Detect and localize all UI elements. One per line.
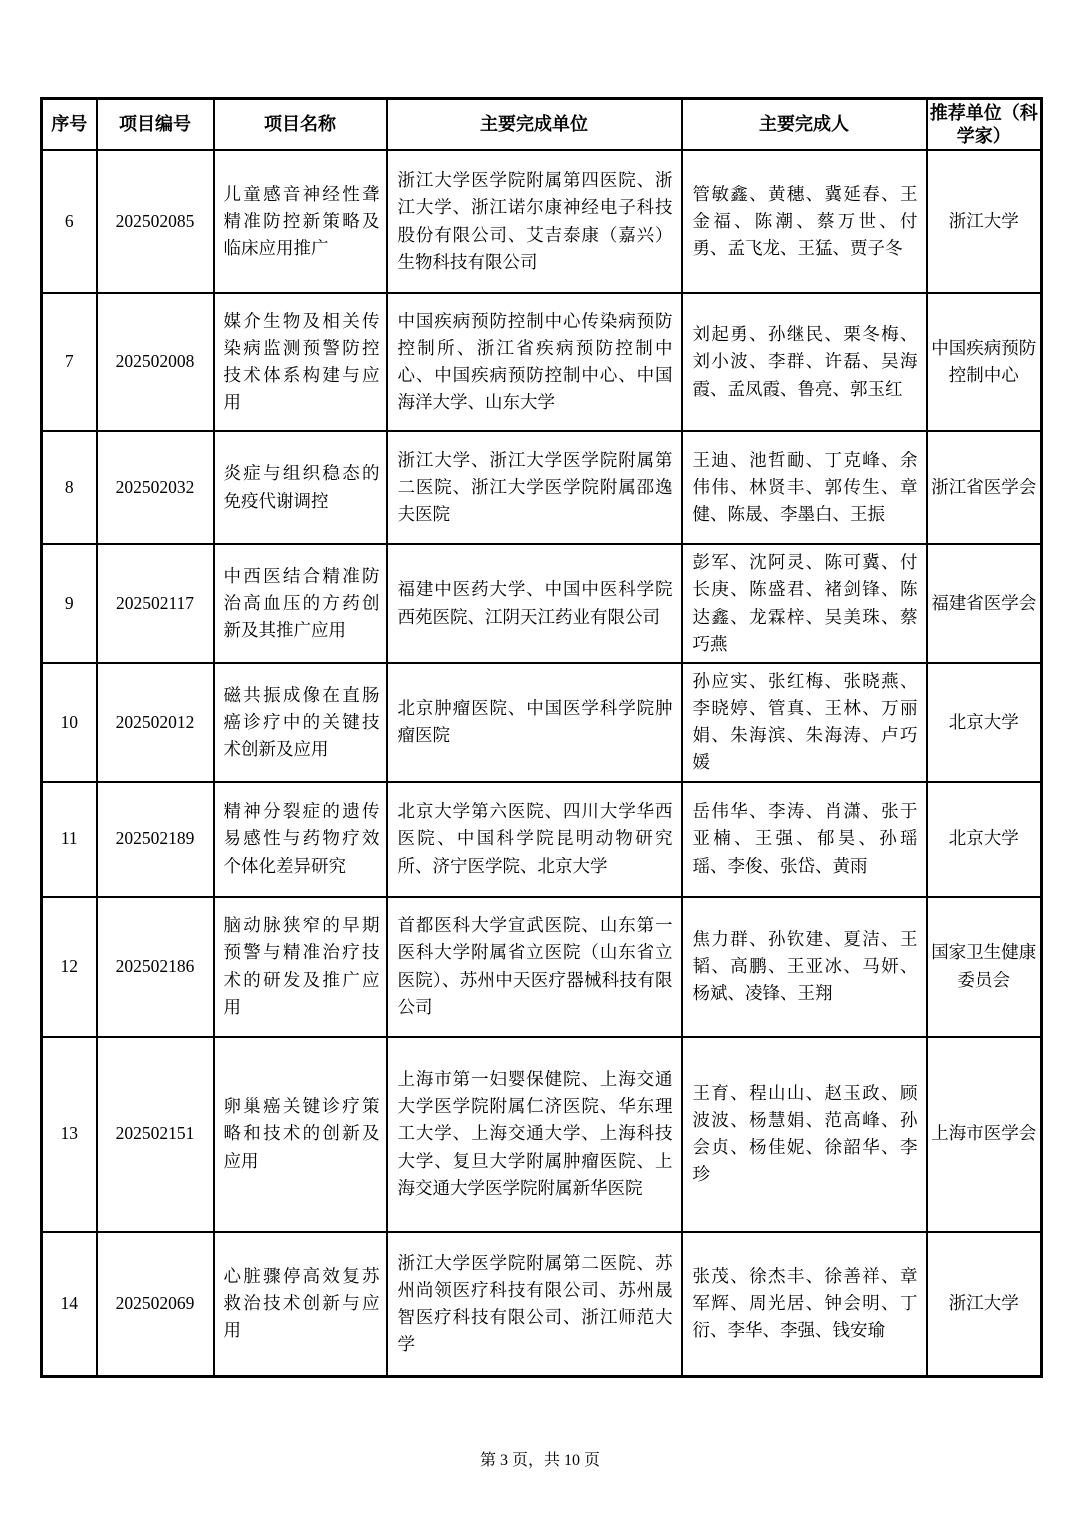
cell-main-units: 浙江大学医学院附属第二医院、苏州尚领医疗科技有限公司、苏州晟智医疗科技有限公司、浙江师范大学 — [387, 1232, 682, 1377]
cell-main-people: 岳伟华、李涛、肖潇、张于亚楠、王强、郁昊、孙瑶瑶、李俊、张岱、黄雨 — [682, 782, 927, 897]
cell-project-code: 202502032 — [97, 431, 214, 544]
cell-main-people: 孙应实、张红梅、张晓燕、李晓婷、管真、王林、万丽娟、朱海滨、朱海涛、卢巧媛 — [682, 663, 927, 782]
header-project-name: 项目名称 — [214, 99, 387, 151]
cell-project-name: 卵巢癌关键诊疗策略和技术的创新及应用 — [214, 1037, 387, 1232]
cell-project-name: 脑动脉狭窄的早期预警与精准治疗技术的研发及推广应用 — [214, 897, 387, 1037]
cell-main-people: 王迪、池哲勔、丁克峰、余伟伟、林贤丰、郭传生、章健、陈晟、李墨白、王振 — [682, 431, 927, 544]
cell-seq: 13 — [42, 1037, 97, 1232]
cell-project-name: 中西医结合精准防治高血压的方药创新及其推广应用 — [214, 544, 387, 663]
cell-recommender: 中国疾病预防控制中心 — [927, 293, 1042, 431]
cell-main-units: 北京大学第六医院、四川大学华西医院、中国科学院昆明动物研究所、济宁医学院、北京大学 — [387, 782, 682, 897]
cell-project-code: 202502012 — [97, 663, 214, 782]
table-row — [42, 544, 1042, 663]
cell-project-code: 202502186 — [97, 897, 214, 1037]
cell-recommender: 北京大学 — [927, 782, 1042, 897]
cell-seq: 7 — [42, 293, 97, 431]
cell-project-code: 202502069 — [97, 1232, 214, 1377]
cell-main-people: 王育、程山山、赵玉政、顾波波、杨慧娟、范高峰、孙会贞、杨佳妮、徐韶华、李珍 — [682, 1037, 927, 1232]
table-row — [42, 1037, 1042, 1232]
cell-recommender: 北京大学 — [927, 663, 1042, 782]
cell-recommender: 国家卫生健康委员会 — [927, 897, 1042, 1037]
cell-main-units: 浙江大学、浙江大学医学院附属第二医院、浙江大学医学院附属邵逸夫医院 — [387, 431, 682, 544]
cell-main-units: 首都医科大学宣武医院、山东第一医科大学附属省立医院（山东省立医院）、苏州中天医疗器械科技有限公司 — [387, 897, 682, 1037]
table-row — [42, 897, 1042, 1037]
cell-project-name: 精神分裂症的遗传易感性与药物疗效个体化差异研究 — [214, 782, 387, 897]
cell-project-name: 儿童感音神经性聋精准防控新策略及临床应用推广 — [214, 150, 387, 293]
cell-project-code: 202502189 — [97, 782, 214, 897]
cell-project-code: 202502117 — [97, 544, 214, 663]
cell-recommender: 上海市医学会 — [927, 1037, 1042, 1232]
cell-main-people: 焦力群、孙钦建、夏洁、王韬、高鹏、王亚冰、马妍、杨斌、凌锋、王翔 — [682, 897, 927, 1037]
cell-seq: 8 — [42, 431, 97, 544]
cell-seq: 6 — [42, 150, 97, 293]
header-recommender: 推荐单位（科学家） — [927, 99, 1042, 151]
cell-project-name: 炎症与组织稳态的免疫代谢调控 — [214, 431, 387, 544]
cell-project-name: 心脏骤停高效复苏救治技术创新与应用 — [214, 1232, 387, 1377]
projects-table — [40, 97, 1043, 1378]
cell-main-units: 浙江大学医学院附属第四医院、浙江大学、浙江诺尔康神经电子科技股份有限公司、艾吉泰康（嘉兴）生物科技有限公司 — [387, 150, 682, 293]
cell-recommender: 浙江大学 — [927, 1232, 1042, 1377]
table-row — [42, 293, 1042, 431]
page-number: 第 3 页，共 10 页 — [479, 1452, 600, 1469]
cell-main-people: 张茂、徐杰丰、徐善祥、章军辉、周光居、钟会明、丁衍、李华、李强、钱安瑜 — [682, 1232, 927, 1377]
table-row — [42, 782, 1042, 897]
cell-main-people: 刘起勇、孙继民、栗冬梅、刘小波、李群、许磊、吴海霞、孟凤霞、鲁亮、郭玉红 — [682, 293, 927, 431]
header-main-units: 主要完成单位 — [387, 99, 682, 151]
cell-main-people: 彭军、沈阿灵、陈可冀、付长庚、陈盛君、褚剑锋、陈达鑫、龙霖梓、吴美珠、蔡巧燕 — [682, 544, 927, 663]
cell-recommender: 浙江省医学会 — [927, 431, 1042, 544]
table-row — [42, 1232, 1042, 1377]
cell-seq: 9 — [42, 544, 97, 663]
cell-project-code: 202502008 — [97, 293, 214, 431]
cell-main-units: 北京肿瘤医院、中国医学科学院肿瘤医院 — [387, 663, 682, 782]
cell-project-name: 媒介生物及相关传染病监测预警防控技术体系构建与应用 — [214, 293, 387, 431]
cell-seq: 14 — [42, 1232, 97, 1377]
header-seq: 序号 — [42, 99, 97, 151]
cell-seq: 10 — [42, 663, 97, 782]
cell-project-code: 202502085 — [97, 150, 214, 293]
cell-seq: 11 — [42, 782, 97, 897]
table-row — [42, 663, 1042, 782]
cell-main-people: 管敏鑫、黄穗、冀延春、王金福、陈潮、蔡万世、付勇、孟飞龙、王猛、贾子冬 — [682, 150, 927, 293]
header-project-code: 项目编号 — [97, 99, 214, 151]
cell-main-units: 福建中医药大学、中国中医科学院西苑医院、江阴天江药业有限公司 — [387, 544, 682, 663]
cell-main-units: 中国疾病预防控制中心传染病预防控制所、浙江省疾病预防控制中心、中国疾病预防控制中心、中国海洋大学、山东大学 — [387, 293, 682, 431]
cell-project-code: 202502151 — [97, 1037, 214, 1232]
table-row — [42, 431, 1042, 544]
cell-recommender: 浙江大学 — [927, 150, 1042, 293]
cell-project-name: 磁共振成像在直肠癌诊疗中的关键技术创新及应用 — [214, 663, 387, 782]
cell-recommender: 福建省医学会 — [927, 544, 1042, 663]
header-main-people: 主要完成人 — [682, 99, 927, 151]
table-row — [42, 150, 1042, 293]
cell-seq: 12 — [42, 897, 97, 1037]
cell-main-units: 上海市第一妇婴保健院、上海交通大学医学院附属仁济医院、华东理工大学、上海交通大学、上海科技大学、复旦大学附属肿瘤医院、上海交通大学医学院附属新华医院 — [387, 1037, 682, 1232]
header-row — [42, 99, 1042, 151]
